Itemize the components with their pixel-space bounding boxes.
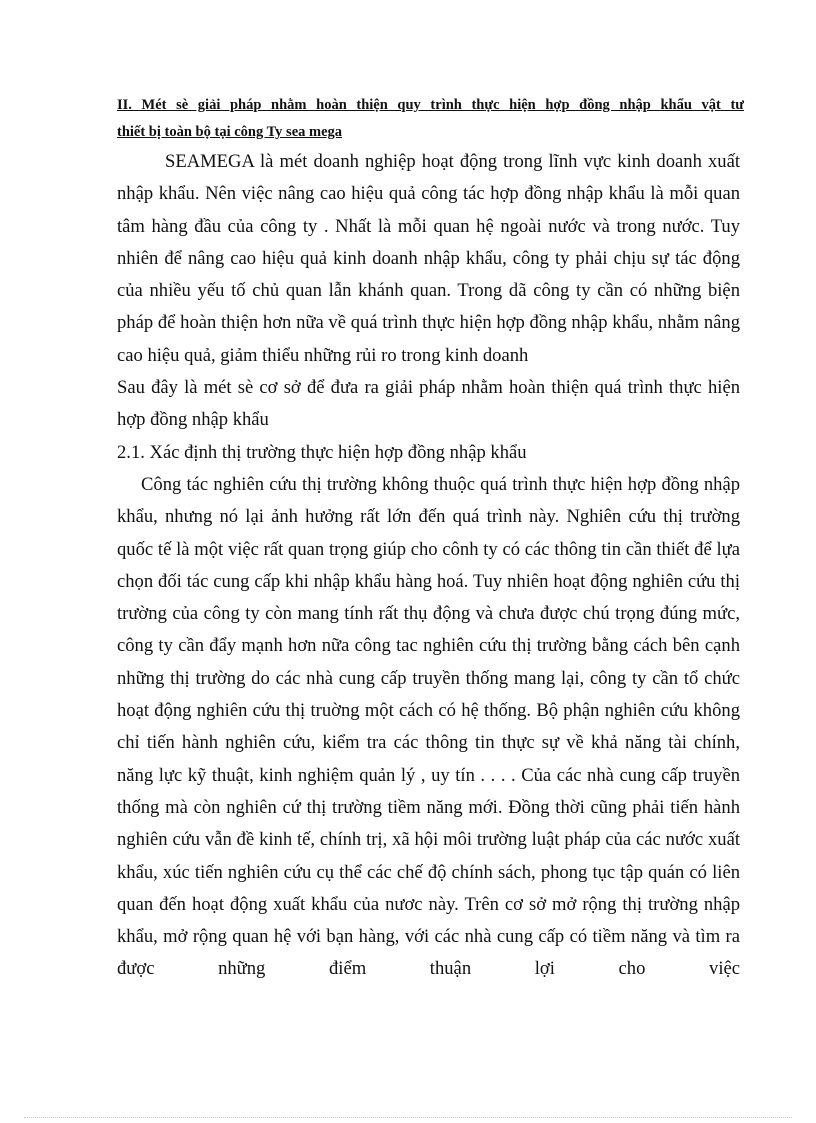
paragraph-intro: SEAMEGA là mét doanh nghiệp hoạt động trong lĩnh vực kinh doanh xuất nhập khẩu. Nên việc nâng cao hiệu quả công tác hợp đồng nhập khẩu là mỗi quan tâm hàng đầu của công ty . Nhất là mỗi quan hệ ngoài nước và trong nước. Tuy nhiên để nâng cao hiệu quả kinh doanh nhập khẩu, công ty phải chịu sự tác động của nhiều yếu tố chủ quan lẫn khánh quan. Trong dã công ty cần có những biện pháp để hoàn thiện hơn nữa về quá trình thực hiện hợp đồng nhập khẩu, nhằm nâng cao hiệu quả, giảm thiểu những rủi ro trong kinh doanh xyxy=(117,151,740,366)
page-bottom-rule xyxy=(24,1117,792,1118)
heading-line-2: thiết bị toàn bộ tại công Ty sea mega xyxy=(117,124,343,140)
paragraph-transition: Sau đây là mét sè cơ sở để đưa ra giải pháp nhằm hoàn thiện quá trình thực hiện hợp đồng nhập khẩu xyxy=(117,377,740,431)
body-text xyxy=(117,146,740,986)
paragraph-market-research: Công tác nghiên cứu thị trường không thuộc quá trình thực hiện hợp đồng nhập khẩu, nhưng nó lại ảnh hưởng rất lớn đến quá trình này. Nghiên cứu thị trường quốc tế là một việc rất quan trọng giúp cho cônh ty có các thông tin cần thiết để lựa chọn đối tác cung cấp khi nhập khẩu hàng hoá. Tuy nhiên hoạt động nghiên cứu thị trường của công ty còn mang tính rất thụ động và chưa được chú trọng đúng mức, công ty cần đẩy mạnh hơn nữa công tac nghiên cứu thị trường bằng cách bên cạnh những thị trường do các nhà cung cấp truyền thống mang lại, công ty cần tổ chức hoạt động nghiên cứu thị truờng một cách có hệ thống. Bộ phận nghiên cứu không chỉ tiến hành nghiên cứu, kiểm tra các thông tin thực sự về khả năng tài chính, năng lực kỹ thuật, kinh nghiệm quản lý , uy tín . . . . Của các nhà cung cấp truyền thống mà còn nghiên cứ thị trường tiềm năng mới. Đồng thời cũng phải tiến hành nghiên cứu vẫn đề kinh tế, chính trị, xã hội môi trường luật pháp của các nước xuất khẩu, xúc tiến nghiên cứu cụ thể các chế độ chính sách, phong tục tập quán có liên quan đến hoạt động xuất khẩu của nươc này. Trên cơ sở mở rộng thị trường nhập khẩu, mở rộng quan hệ với bạn hàng, với các nhà cung cấp có tiềm năng và tìm ra được những điểm thuận lợi cho việc xyxy=(117,473,740,980)
subsection-heading: 2.1. Xác định thị trường thực hiện hợp đồng nhập khẩu xyxy=(117,441,527,463)
section-heading xyxy=(117,92,744,146)
heading-line-1: II. Mét sè giải pháp nhằm hoàn thiện quy trình thực hiện hợp đồng nhập khẩu vật tư xyxy=(117,97,744,113)
